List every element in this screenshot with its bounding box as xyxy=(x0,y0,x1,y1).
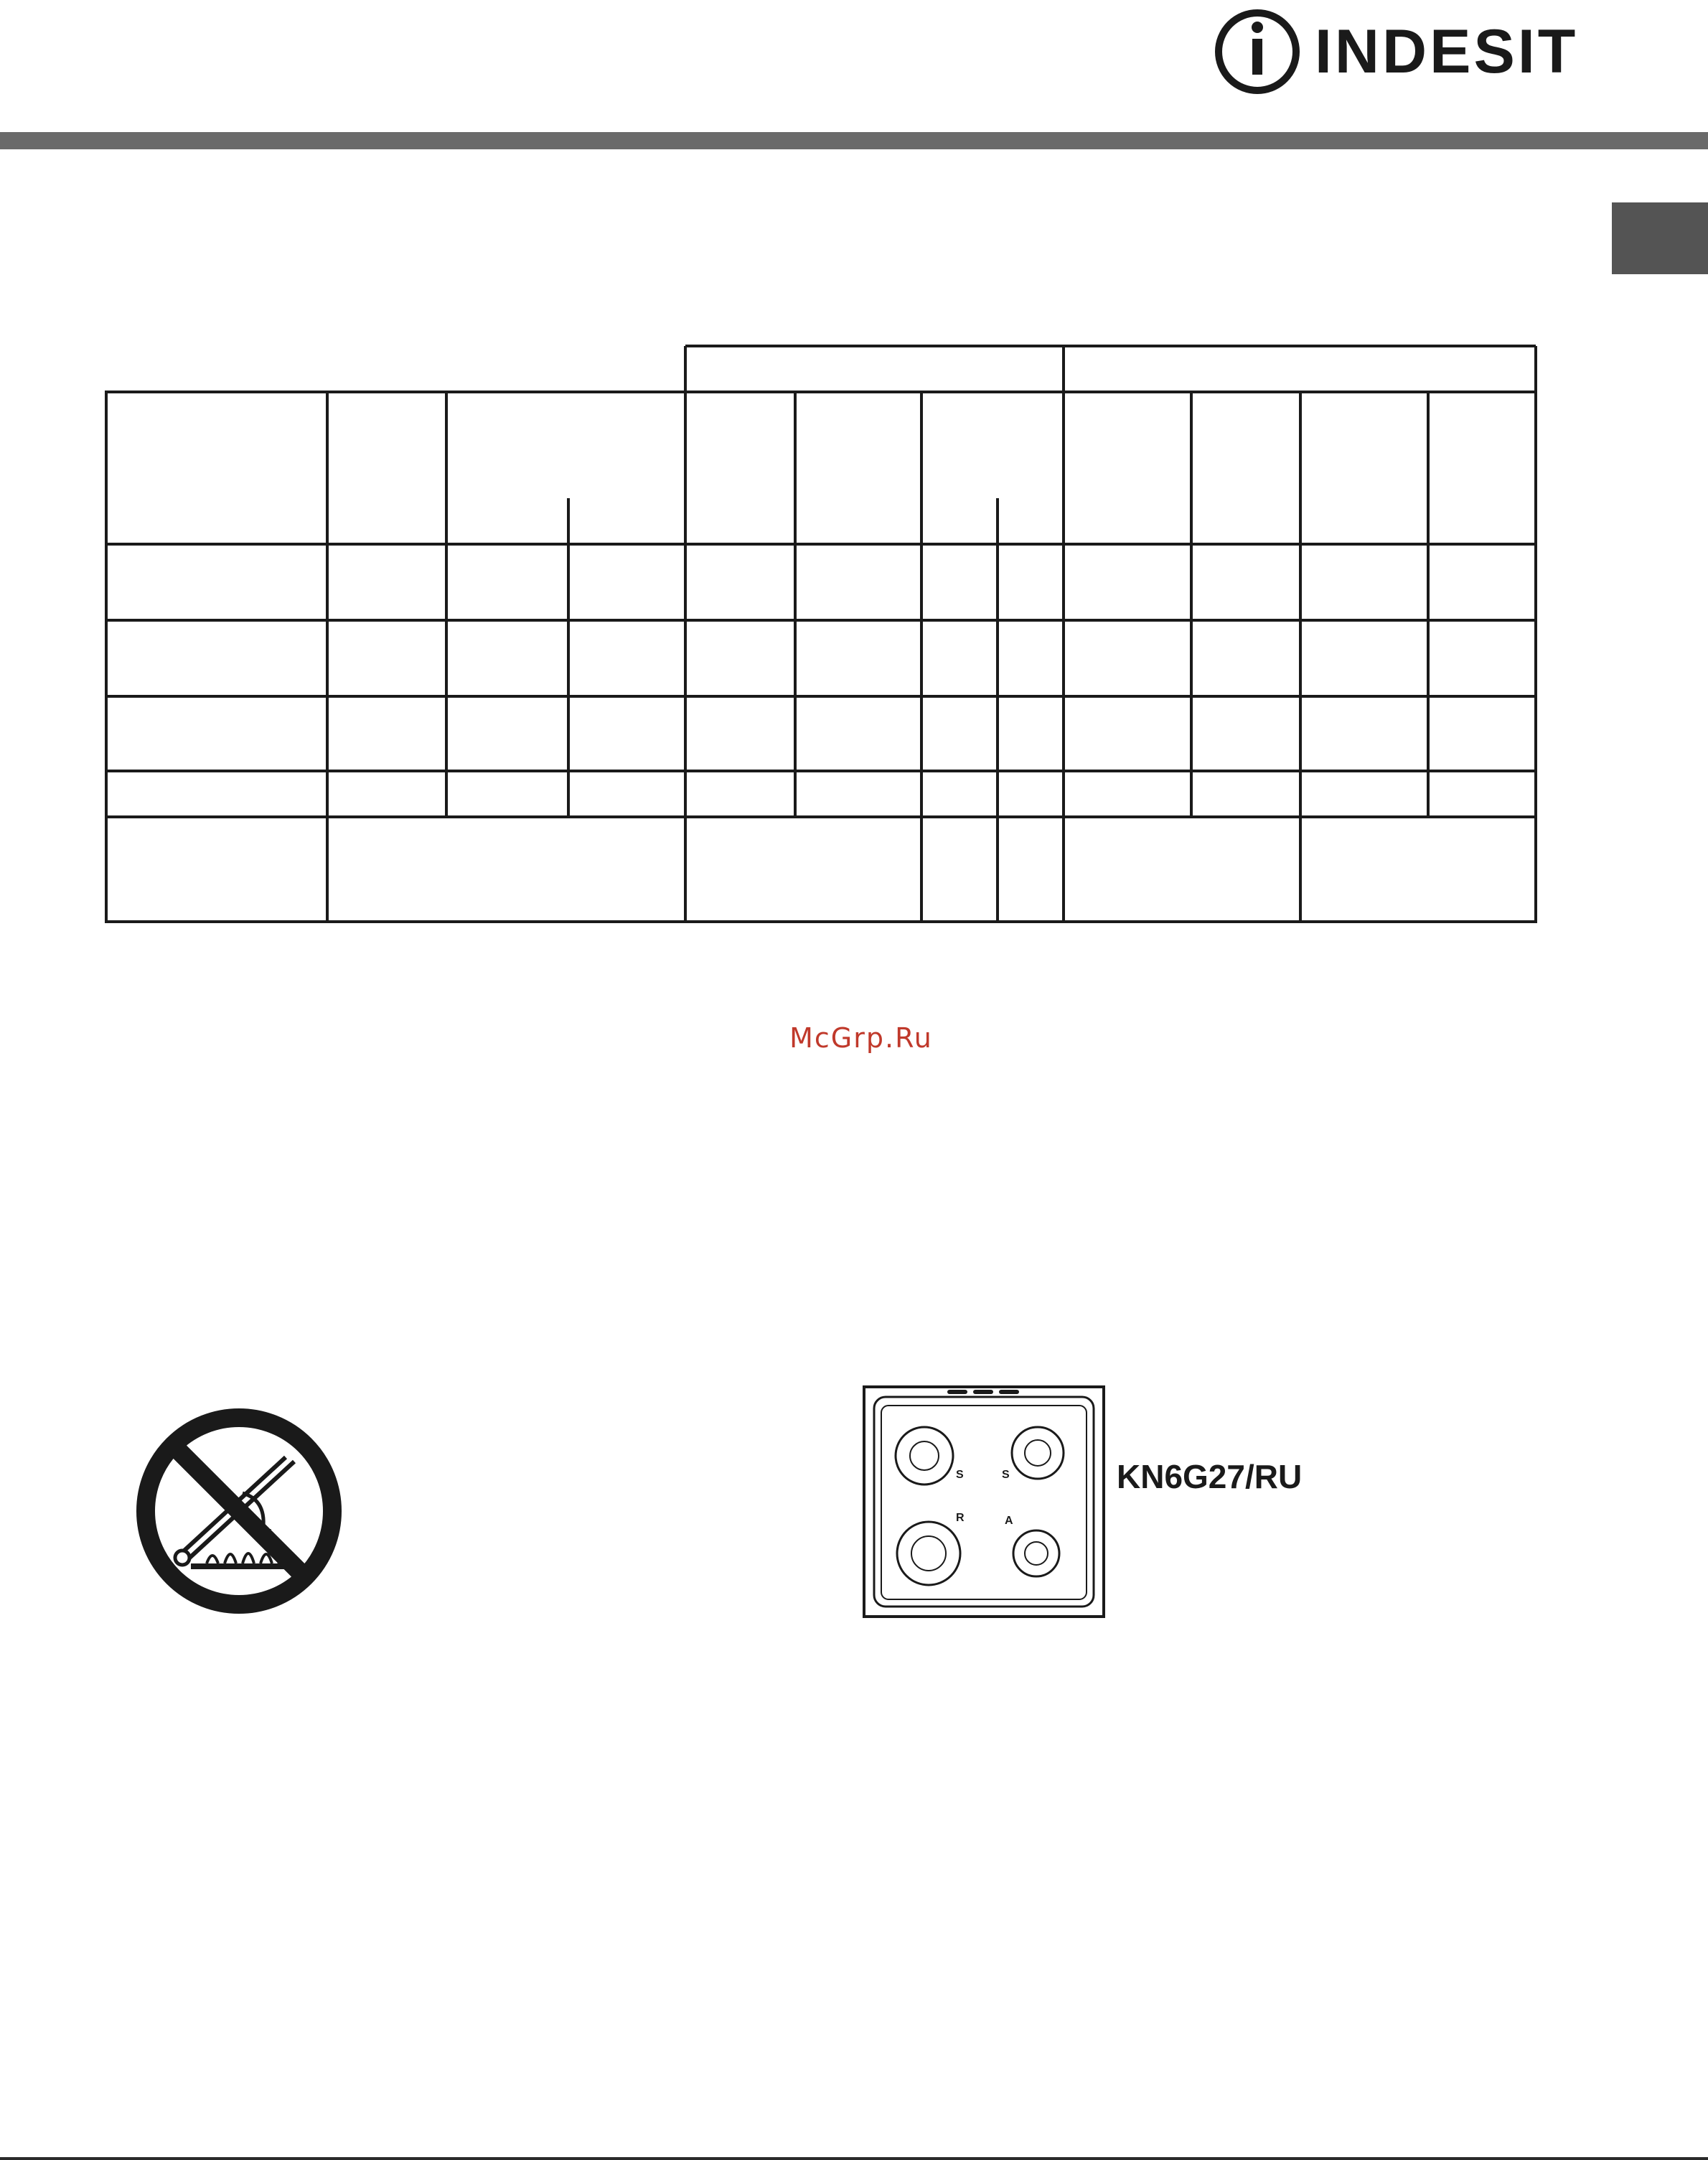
burner-label-s-right: S xyxy=(1002,1469,1010,1481)
table-grid xyxy=(0,0,1708,933)
no-flame-outside-pan-icon xyxy=(135,1407,343,1615)
burner-label-a: A xyxy=(1005,1515,1013,1527)
hob-top-view-diagram xyxy=(861,1384,1107,1619)
footer-rule xyxy=(0,2157,1708,2160)
watermark-text: McGrp.Ru xyxy=(789,1022,933,1054)
hob-model-label: KN6G27/RU xyxy=(1117,1458,1303,1495)
burner-label-s-left: S xyxy=(956,1469,964,1481)
burner-spec-table xyxy=(0,0,1708,933)
brand-name: INDESIT xyxy=(1315,17,1579,86)
burner-label-r: R xyxy=(956,1512,965,1524)
